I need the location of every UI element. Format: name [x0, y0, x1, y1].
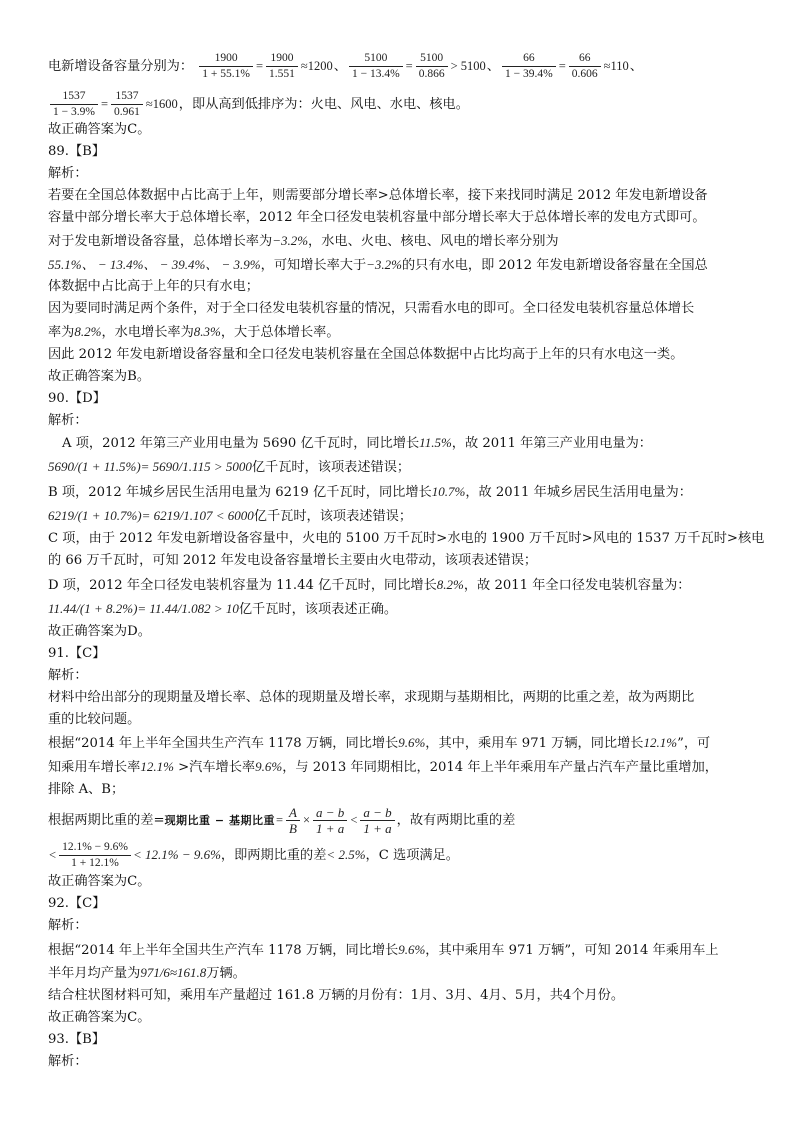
fraction: $\frac{1537}{1 - 3.9\%}$: [50, 90, 98, 119]
fraction: $\frac{1537}{0.961}$: [111, 90, 143, 119]
fraction: $\frac{A}{B}$: [286, 806, 300, 835]
paragraph-line: 半年月均产量为971/6≈161.8万辆。: [48, 965, 246, 981]
paragraph-line: 55.1%、 − 13.4%、 − 39.4%、 − 3.9%，可知增长率大于−3.2%的只有水电，即 2012 年发电新增设备容量在全国总: [48, 257, 708, 273]
fraction: $\frac{a - b}{1 + a}$: [360, 806, 394, 835]
answer-line: 故正确答案为C。: [48, 122, 151, 137]
analysis-label: 解析：: [48, 1054, 88, 1069]
analysis-label: 解析：: [48, 918, 88, 933]
option-a-line: A 项，2012 年第三产业用电量为 5690 亿千瓦时，同比增长11.5%，故 2011 年第三产业用电量为：: [62, 435, 652, 451]
paragraph-line: 若要在全国总体数据中占比高于上年，则需要部分增长率>总体增长率，接下来找同时满足 2012 年发电新增设备: [48, 188, 708, 203]
question-number: 89.【B】: [48, 144, 106, 159]
fraction: $\frac{12.1\% - 9.6\%}{1 + 12.1\%}$: [59, 841, 131, 870]
option-a-calc: 5690/(1 + 11.5%)= 5690/1.115 > 5000亿千瓦时，该项表述错误；: [48, 459, 411, 475]
analysis-label: 解析：: [48, 166, 88, 181]
fraction: $\frac{66}{0.606}$: [569, 52, 601, 81]
fraction: $\frac{1900}{1 + 55.1\%}$: [199, 52, 253, 81]
paragraph-line: 率为8.2%，水电增长率为8.3%，大于总体增长率。: [48, 324, 340, 340]
answer-line: 故正确答案为B。: [48, 369, 151, 384]
paragraph-line: 对于发电新增设备容量，总体增长率为−3.2%，水电、火电、核电、风电的增长率分别为: [48, 233, 559, 249]
analysis-label: 解析：: [48, 668, 88, 683]
fraction: $\frac{1900}{1.551}$: [266, 52, 298, 81]
option-b-line: B 项，2012 年城乡居民生活用电量为 6219 亿千瓦时，同比增长10.7%，故 2011 年城乡居民生活用电量为：: [48, 484, 692, 500]
paragraph-line: 知乘用车增长率12.1% >汽车增长率9.6%，与 2013 年同期相比，2014 年上半年乘用车产量占汽车产量比重增加，: [48, 759, 718, 775]
question-number: 93.【B】: [48, 1032, 106, 1047]
option-d-calc: 11.44/(1 + 8.2%)= 11.44/1.082 > 10亿千瓦时，该项表述正确。: [48, 601, 398, 617]
paragraph-line: 结合柱状图材料可知，乘用车产量超过 161.8 万辆的月份有：1月、3月、4月、5月，共4个月份。: [48, 988, 625, 1003]
paragraph-line: 材料中给出部分的现期量及增长率、总体的现期量及增长率，求现期与基期相比，两期的比重之差，故为两期比: [48, 690, 695, 705]
answer-line: 故正确答案为D。: [48, 624, 151, 639]
answer-line: 故正确答案为C。: [48, 874, 151, 889]
line-storage-calc-2: $\frac{1537}{1 - 3.9\%}$ = $\frac{1537}{0.961}$ ≈1600，即从高到低排序为：火电、风电、水电、核电。: [48, 90, 469, 119]
paragraph-line: 根据“2014 年上半年全国共生产汽车 1178 万辆，同比增长9.6%，其中，乘用车 971 万辆，同比增长12.1%”，可: [48, 735, 711, 751]
fraction: $\frac{a - b}{1 + a}$: [313, 806, 347, 835]
option-c-line: C 项，由于 2012 年发电新增设备容量中，火电的 5100 万千瓦时>水电的 1900 万千瓦时>风电的 1537 万千瓦时>核电: [48, 531, 765, 546]
analysis-label: 解析：: [48, 413, 88, 428]
text: 电新增设备容量分别为：: [48, 59, 194, 74]
paragraph-line: 体数据中占比高于上年的只有水电；: [48, 279, 259, 294]
option-b-calc: 6219/(1 + 10.7%)= 6219/1.107 < 6000亿千瓦时，该项表述错误；: [48, 508, 413, 524]
paragraph-line: 因此 2012 年发电新增设备容量和全口径发电装机容量在全国总体数据中占比均高于上年的只有水电这一类。: [48, 347, 684, 362]
option-c-line-2: 的 66 万千瓦时，可知 2012 年发电设备容量增长主要由火电带动，该项表述错误；: [48, 553, 538, 568]
paragraph-line: 容量中部分增长率大于总体增长率，2012 年全口径发电装机容量中部分增长率大于总体增长率的发电方式即可。: [48, 210, 706, 225]
fraction: $\frac{66}{1 - 39.4\%}$: [502, 52, 556, 81]
paragraph-line: 排除 A、B；: [48, 782, 125, 797]
option-d-line: D 项，2012 年全口径发电装机容量为 11.44 亿千瓦时，同比增长8.2%，故 2011 年全口径发电装机容量为：: [48, 577, 691, 593]
paragraph-line: 根据“2014 年上半年全国共生产汽车 1178 万辆，同比增长9.6%，其中乘用车 971 万辆”，可知 2014 年乘用车上: [48, 942, 719, 958]
question-number: 92.【C】: [48, 896, 106, 911]
question-number: 91.【C】: [48, 646, 106, 661]
answer-line: 故正确答案为C。: [48, 1010, 151, 1025]
fraction: $\frac{5100}{1 - 13.4\%}$: [349, 52, 403, 81]
formula-line: 根据两期比重的差=现期比重 − 基期比重= $\frac{A}{B}$ × $\frac{a - b}{1 + a}$ < $\frac{a - b}{1 + a}$ ，故有两期比重的差: [48, 805, 516, 836]
formula-line-2: < $\frac{12.1\% - 9.6\%}{1 + 12.1\%}$ < 12.1% − 9.6%，即两期比重的差< 2.5%，C 选项满足。: [49, 841, 459, 869]
fraction: $\frac{5100}{0.866}$: [416, 52, 448, 81]
paragraph-line: 重的比较问题。: [48, 712, 141, 727]
line-storage-calc: 电新增设备容量分别为： $\frac{1900}{1 + 55.1\%}$ = $\frac{1900}{1.551}$ ≈1200、 $\frac{5100}{1 - 13.4\%}$ = $\frac{5100}{0.866}$ > 5100、 $\frac{66}{1 - 39.4\%}$ = $\frac{66}{0.606}$ ≈110、: [48, 52, 643, 80]
paragraph-line: 因为要同时满足两个条件，对于全口径发电装机容量的情况，只需看水电的即可。全口径发电装机容量总体增长: [48, 301, 695, 316]
question-number: 90.【D】: [48, 391, 106, 406]
